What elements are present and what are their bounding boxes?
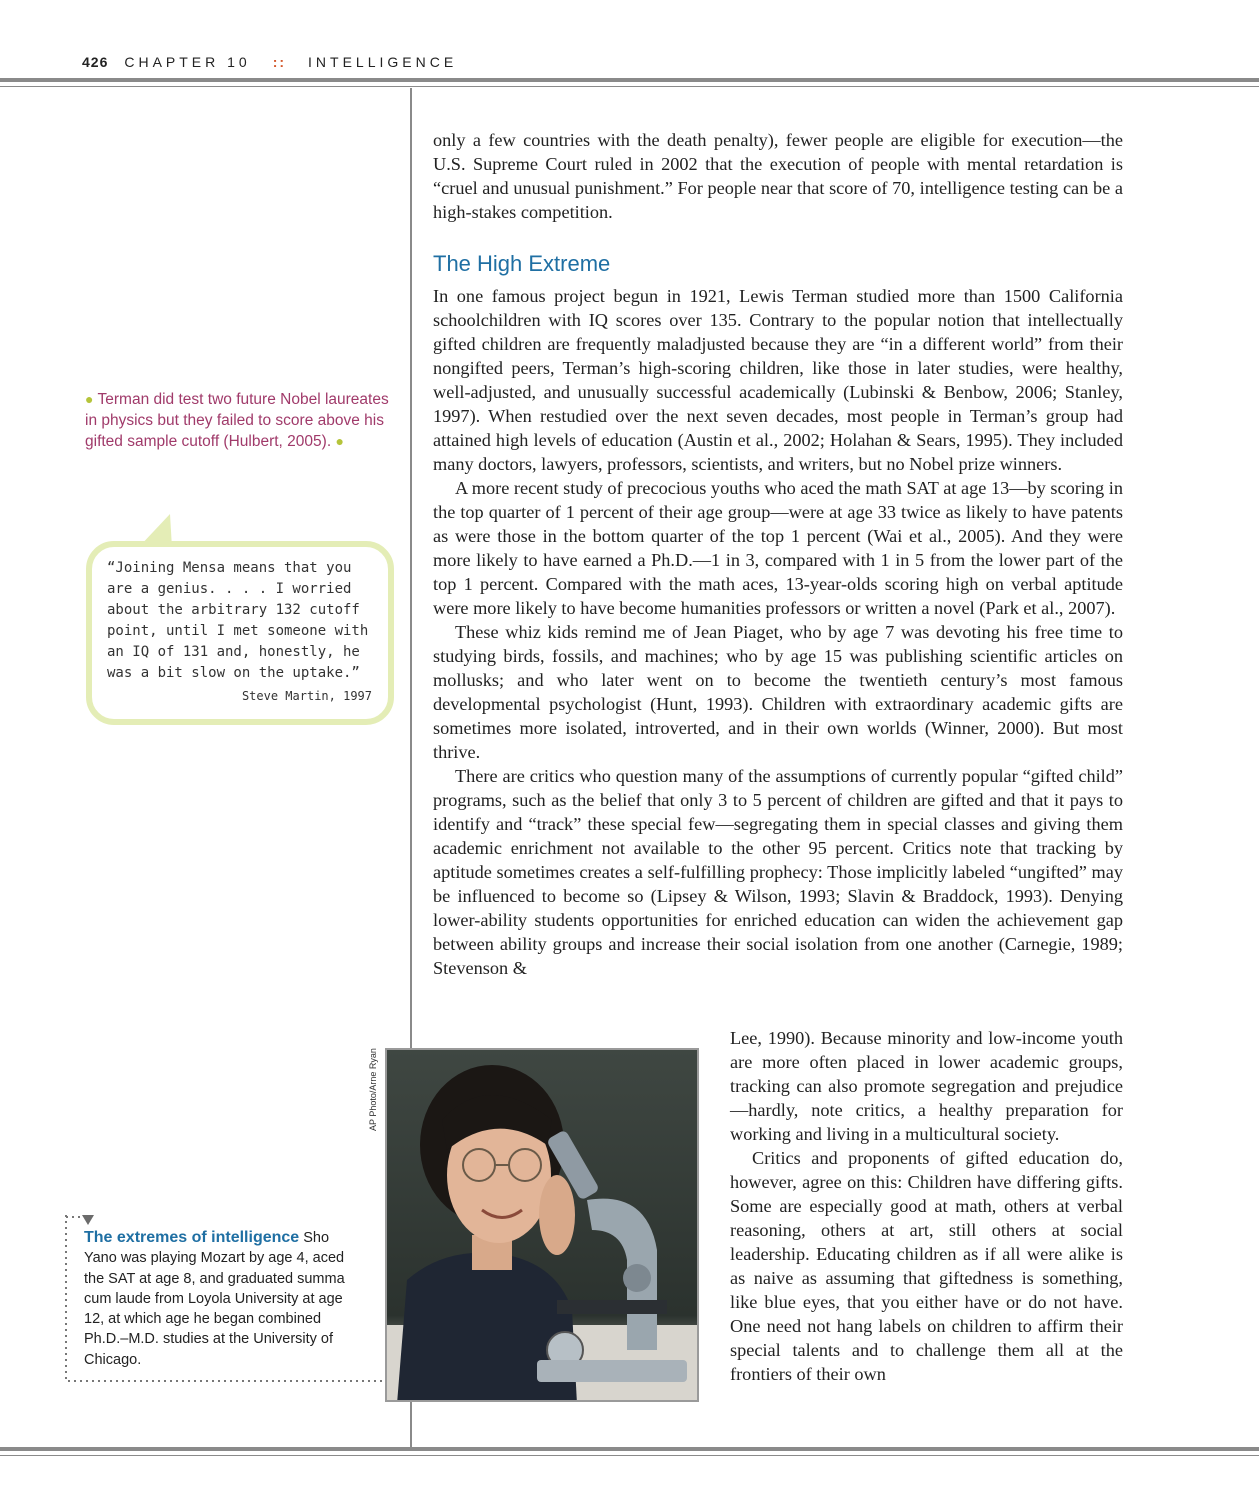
running-header [82,52,457,72]
margin-note-text: Terman did test two future Nobel laureates in physics but they failed to score above his gifted sample cutoff (Hulbert, 2005). [85,391,389,450]
paragraph: Critics and proponents of gifted education do, however, agree on this: Children have differing gifts. Some are especially good at math, others at verbal reasoning, others at art, still others at social leadership. Educating children as if all were alike is as naive as assuming that giftedness is something, like blue eyes, that you either have or do not have. One need not hang labels on children to affirm their special talents and to challenge them all at the frontiers of their own [730,1148,1123,1384]
chapter-label: CHAPTER 10 [124,54,251,70]
paragraph: Lee, 1990). Because minority and low-income youth are more often placed in lower academic groups, tracking can also promote segregation and prejudice—hardly, note critics, a healthy preparation for working and living in a multicultural society. [730,1028,1123,1144]
paragraph: A more recent study of precocious youths who aced the math SAT at age 13—by scoring in the top quarter of 1 percent of their age group—were at age 33 twice as likely to have patents as were those in the bottom quarter of the top 1 percent (Wai et al., 2005). And they were more likely to have earned a Ph.D.—1 in 3, compared with 1 in 5 from the lower part of the top 1 percent. Compared with the math aces, 13-year-olds scoring high on verbal aptitude were more likely to have become humanities professors or written a novel (Park et al., 2007). [433,478,1123,618]
section-label: INTELLIGENCE [308,54,458,70]
paragraph: These whiz kids remind me of Jean Piaget, who by age 7 was devoting his free time to studying birds, fossils, and machines; who by age 15 was publishing scientific articles on mollusks; and who later went on to become the twentieth century’s most famous developmental psychologist (Hunt, 1993). Children with extraordinary academic gifts are sometimes more isolated, introverted, and in their own worlds (Winner, 2000). But most thrive. [433,622,1123,762]
bullet-icon: ● [85,391,94,407]
paragraph: In one famous project begun in 1921, Lewis Terman studied more than 1500 California schoolchildren with IQ scores over 135. Contrary to the popular notion that intellectually gifted children are frequently maladjusted because they are “in a different world” from their nongifted peers, Terman’s high-scoring children, like those in later studies, were healthy, well-adjusted, and unusually successful academically (Lubinski & Benbow, 2006; Stanley, 1997). When restudied over the next seven decades, most people in Terman’s group had attained high levels of education (Austin et al., 2002; Holahan & Sears, 1995). They included many doctors, lawyers, professors, scientists, and writers, but no Nobel prize winners. [433,286,1123,474]
header-separator: :: [272,54,287,70]
section-heading: The High Extreme [433,251,611,276]
header-rule-thin [0,86,1259,87]
footer-rule-thick [0,1447,1259,1451]
photo-caption [84,1228,364,1370]
section-body [433,284,1123,980]
student-microscope-photo [385,1048,699,1402]
caption-title: The extremes of intelligence [84,1229,300,1246]
intro-paragraph [433,128,1123,224]
footer-rule-thin [0,1455,1259,1456]
paragraph: There are critics who question many of the assumptions of currently popular “gifted child” programs, such as the belief that only 3 to 5 percent of children are gifted and that it pays to identify and “track” these special few—segregating them in special classes and giving them academic enrichment not available to the other 95 percent. Critics note that tracking by aptitude sometimes creates a self-fulfilling prophecy: Those implicitly labeled “ungifted” may be influenced to become so (Lipsey & Wilson, 1993; Slavin & Braddock, 1993). Denying lower-ability students opportunities for enriched education can widen the achievement gap between ability groups and increase their social isolation from one another (Carnegie, 1989; Stevenson & [433,766,1123,978]
quote-attribution: Steve Martin, 1997 [241,689,372,703]
photo-credit: AP Photo/Arne Ryan [368,1048,378,1131]
margin-note [85,389,400,452]
bullet-icon: ● [335,433,344,449]
photo-illustration [387,1050,699,1402]
paragraph: only a few countries with the death penalty), fewer people are eligible for execution—the U.S. Supreme Court ruled in 2002 that the execution of people with mental retardation is “cruel and unusual punishment.” For people near that score of 70, intelligence testing can be a high-stakes competition. [433,130,1123,222]
wrapped-text [730,1026,1123,1386]
header-rule-thick [0,78,1259,82]
page-number: 426 [82,54,109,70]
quote-text: “Joining Mensa means that you are a genius. . . . I worried about the arbitrary 132 cutoff point, until I met someone with an IQ of 131 and, honestly, he was a bit slow on the uptake.” [107,560,369,681]
caption-body: Sho Yano was playing Mozart by age 4, aced the SAT at age 8, and graduated summa cum laude from Loyola University at age 12, at which age he began combined Ph.D.–M.D. studies at the University of Chicago. [84,1230,345,1368]
